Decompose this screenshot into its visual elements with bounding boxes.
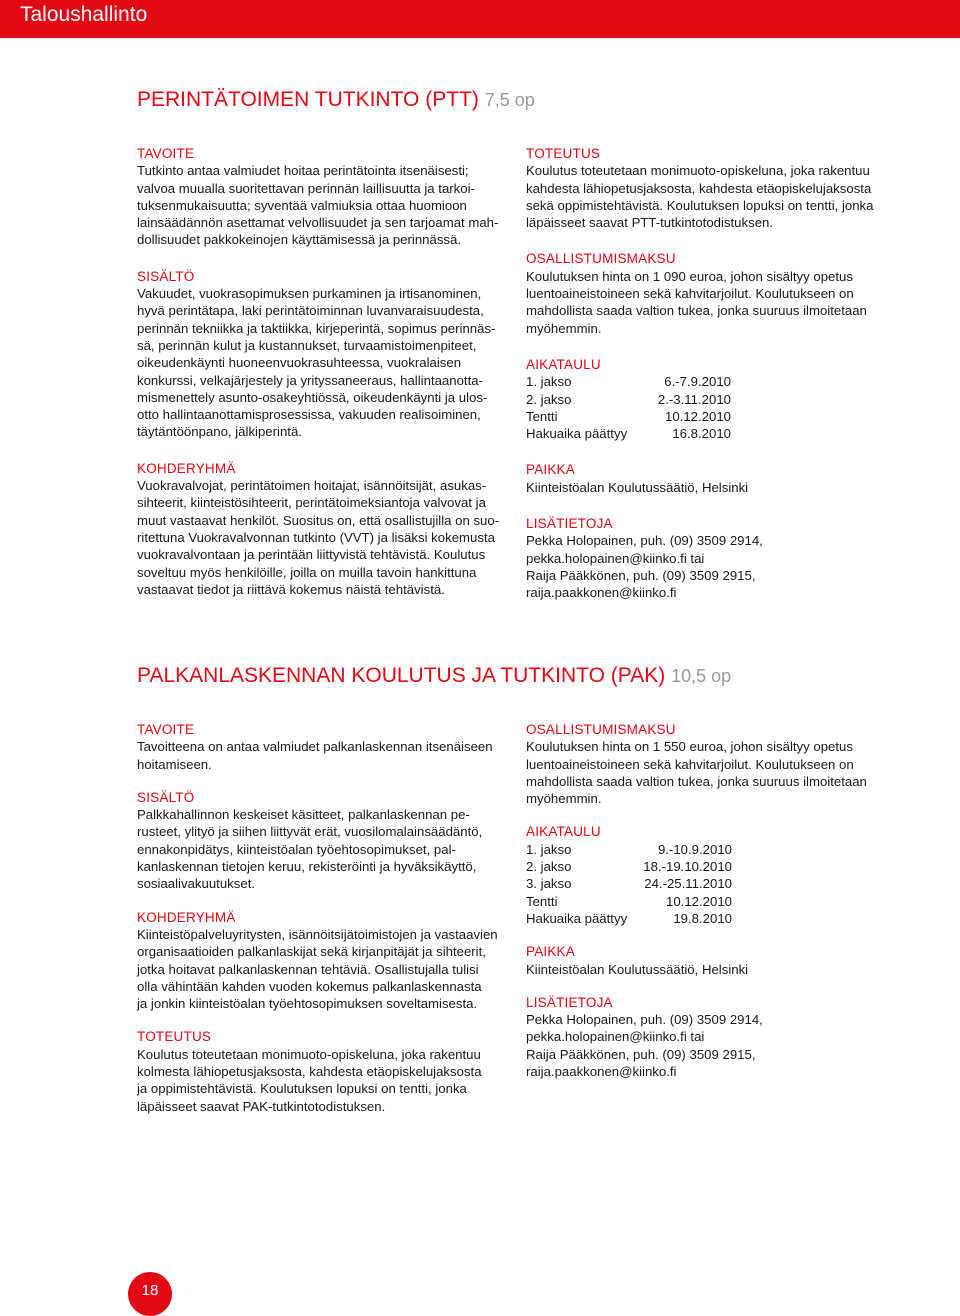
- header-title: Taloushallinto: [20, 3, 148, 26]
- text-line: Palkkahallinnon keskeiset käsitteet, palkanlaskennan pe-: [137, 807, 470, 823]
- pak-paikka-heading: PAIKKA: [526, 944, 575, 960]
- pak-kohderyhma-text: [137, 926, 507, 1012]
- text-line: hyvä perintätapa, laki perintätoiminnan luvanvaraisuudesta,: [137, 303, 484, 319]
- text-line: rusteet, ylityö ja siihen liittyvät erät, vuosilomalainsäädäntö,: [137, 824, 483, 840]
- ptt-aikataulu-heading: AIKATAULU: [526, 356, 601, 372]
- page-number: 18: [141, 1282, 159, 1299]
- ptt-left-column: [137, 145, 507, 598]
- ptt-lisatietoja-text: [526, 532, 894, 601]
- ptt-title-text: PERINTÄTOIMEN TUTKINTO (PTT): [137, 88, 479, 111]
- ptt-credits: 7,5 op: [484, 90, 535, 110]
- pak-lisatietoja-heading: LISÄTIETOJA: [526, 994, 613, 1010]
- schedule-row: [526, 893, 894, 910]
- pak-right-column: [526, 721, 894, 1080]
- text-line: sä, perinnän kulut ja kustannukset, turvaamistoimenpiteet,: [137, 337, 477, 353]
- text-line: ja jonkin kiinteistöalan työehtosopimuksen soveltamisesta.: [137, 996, 478, 1012]
- page-number-badge: [128, 1272, 172, 1316]
- ptt-osallistumismaksu-heading: OSALLISTUMISMAKSU: [526, 251, 676, 267]
- text-line: läpäisseet saavat PTT-tutkintotodistuksen.: [526, 215, 774, 231]
- pak-credits: 10,5 op: [671, 666, 732, 686]
- schedule-row: [526, 391, 894, 408]
- text-line: Pekka Holopainen, puh. (09) 3509 2914,: [526, 1012, 763, 1028]
- text-line: muut vastaavat henkilöt. Suositus on, että osallistujilla on suo-: [137, 512, 500, 528]
- header-band: [0, 0, 960, 38]
- text-line: valvoa muualla suoritettavan perinnän laillisuutta ja tarkoi-: [137, 180, 475, 196]
- ptt-paikka-heading: PAIKKA: [526, 462, 575, 478]
- text-line: kanlaskennan tietojen keruu, rekisteröinti ja hyväksikäyttö,: [137, 859, 477, 875]
- pak-paikka-text: Kiinteistöalan Koulutussäätiö, Helsinki: [526, 961, 749, 977]
- text-line: sekä oppimistehtävistä. Koulutuksen lopuksi on tentti, jonka: [526, 197, 874, 213]
- schedule-date: 18.-19.10.2010: [643, 859, 732, 875]
- text-line: mahdollista saada valtion tukea, jonka suuruus ilmoitetaan: [526, 303, 867, 319]
- pak-osallistumismaksu-text: [526, 738, 894, 807]
- text-line: Pekka Holopainen, puh. (09) 3509 2914,: [526, 533, 763, 549]
- ptt-title: [137, 88, 535, 112]
- email-link[interactable]: raija.paakkonen@kiinko.fi: [526, 585, 677, 601]
- email-link[interactable]: raija.paakkonen@kiinko.fi: [526, 1064, 677, 1080]
- text-line: sihteerit, kiinteistösihteerit, perintätoimeksiantoja valvovat ja: [137, 495, 486, 511]
- schedule-date: 6.-7.9.2010: [664, 374, 731, 390]
- text-line: läpäisseet saavat PAK-tutkintotodistuksen.: [137, 1098, 386, 1114]
- text-line: lainsäädännön asettamat velvollisuudet ja sen tarjoamat mah-: [137, 215, 499, 231]
- ptt-lisatietoja-heading: LISÄTIETOJA: [526, 516, 613, 532]
- text-line: kahdesta lähiopetusjaksosta, kahdesta etäopiskelujaksosta: [526, 180, 872, 196]
- text-line: Koulutuksen hinta on 1 550 euroa, johon sisältyy opetus: [526, 739, 853, 755]
- schedule-date: 24.-25.11.2010: [644, 876, 732, 892]
- pak-lisatietoja-text: [526, 1011, 894, 1080]
- pak-tavoite-heading: TAVOITE: [137, 722, 195, 737]
- schedule-row: [526, 373, 894, 390]
- ptt-kohderyhma-text: [137, 477, 507, 598]
- schedule-date: 16.8.2010: [672, 426, 731, 442]
- ptt-right-column: [526, 145, 894, 602]
- pak-title-text: PALKANLASKENNAN KOULUTUS JA TUTKINTO (PAK): [137, 664, 666, 687]
- ptt-kohderyhma-heading: KOHDERYHMÄ: [137, 460, 236, 476]
- email-link[interactable]: pekka.holopainen@kiinko.fi tai: [526, 1029, 705, 1045]
- email-link[interactable]: pekka.holopainen@kiinko.fi tai: [526, 550, 705, 566]
- pak-osallistumismaksu-heading: OSALLISTUMISMAKSU: [526, 722, 676, 737]
- text-line: ja oppimistehtävistä. Koulutuksen lopuksi on tentti, jonka: [137, 1081, 467, 1097]
- text-line: ennakonpidätys, kiinteistöalan työehtosopimukset, pal-: [137, 841, 456, 857]
- ptt-toteutus-heading: TOTEUTUS: [526, 146, 601, 161]
- text-line: hoitamiseen.: [137, 756, 212, 772]
- text-line: sosiaalivakuutukset.: [137, 876, 256, 892]
- ptt-schedule: [526, 373, 894, 442]
- schedule-row: [526, 408, 894, 425]
- schedule-label: 2. jakso: [526, 391, 572, 407]
- text-line: soveltuu myös henkilöille, joilla on muilla tavoin hankittuna: [137, 564, 477, 580]
- pak-left-column: [137, 721, 507, 1115]
- text-line: mismenettely asunto-osakeyhtiössä, oikeudenkäynti ja ulos-: [137, 389, 488, 405]
- text-line: vastaavat tiedot ja riittävä kokemus näistä tehtävistä.: [137, 581, 445, 597]
- text-line: Koulutus toteutetaan monimuoto-opiskeluna, joka rakentuu: [137, 1046, 481, 1062]
- text-line: tuksenmukaisuutta; syventää valmiuksia ottaa huomioon: [137, 197, 467, 213]
- ptt-tavoite-text: [137, 162, 507, 248]
- schedule-row: [526, 910, 894, 927]
- schedule-date: 10.12.2010: [665, 893, 732, 909]
- schedule-row: [526, 858, 894, 875]
- text-line: Raija Pääkkönen, puh. (09) 3509 2915,: [526, 567, 756, 583]
- schedule-label: Tentti: [526, 408, 558, 424]
- schedule-row: [526, 841, 894, 858]
- pak-sisalto-text: [137, 806, 507, 892]
- pak-sisalto-heading: SISÄLTÖ: [137, 789, 195, 805]
- text-line: myöhemmin.: [526, 320, 602, 336]
- pak-tavoite-text: [137, 738, 507, 773]
- pak-schedule: [526, 841, 894, 927]
- schedule-label: Tentti: [526, 893, 558, 909]
- text-line: jotka hoitavat palkanlaskennan tehtäviä. Osallistujalla tulisi: [137, 961, 479, 977]
- text-line: Koulutuksen hinta on 1 090 euroa, johon sisältyy opetus: [526, 268, 853, 284]
- ptt-toteutus-text: [526, 162, 894, 231]
- text-line: Tavoitteena on antaa valmiudet palkanlaskennan itsenäiseen: [137, 739, 493, 755]
- schedule-label: Hakuaika päättyy: [526, 426, 628, 442]
- schedule-row: [526, 875, 894, 892]
- text-line: luentoaineistoineen sekä kahvitarjoilut. Koulutukseen on: [526, 756, 854, 772]
- text-line: Tutkinto antaa valmiudet hoitaa perintätointa itsenäisesti;: [137, 163, 469, 179]
- schedule-label: 2. jakso: [526, 859, 572, 875]
- text-line: ritettuna Vuokravalvonnan tutkinto (VVT) ja lisäksi kokemusta: [137, 529, 495, 545]
- text-line: Koulutus toteutetaan monimuoto-opiskeluna, joka rakentuu: [526, 163, 870, 179]
- ptt-paikka-text: Kiinteistöalan Koulutussäätiö, Helsinki: [526, 479, 749, 495]
- pak-kohderyhma-heading: KOHDERYHMÄ: [137, 909, 236, 925]
- ptt-sisalto-text: [137, 285, 507, 441]
- text-line: kolmesta lähiopetusjaksosta, kahdesta etäopiskelujaksosta: [137, 1064, 482, 1080]
- text-line: organisaatioiden palkanlaskijat sekä kirjanpitäjät ja sihteerit,: [137, 944, 486, 960]
- schedule-date: 2.-3.11.2010: [657, 391, 731, 407]
- pak-toteutus-text: [137, 1046, 507, 1115]
- ptt-sisalto-heading: SISÄLTÖ: [137, 268, 195, 284]
- ptt-osallistumismaksu-text: [526, 268, 894, 337]
- text-line: Vuokravalvojat, perintätoimen hoitajat, isännöitsijät, asukas-: [137, 478, 487, 494]
- schedule-label: Hakuaika päättyy: [526, 910, 628, 926]
- schedule-label: 1. jakso: [526, 374, 572, 390]
- schedule-date: 10.12.2010: [664, 408, 731, 424]
- text-line: olla vähintään kahden vuoden kokemus palkanlaskennasta: [137, 978, 482, 994]
- text-line: vuokravalvontaan ja perintään liittyvistä tehtävistä. Koulutus: [137, 547, 486, 563]
- pak-aikataulu-heading: AIKATAULU: [526, 824, 601, 840]
- schedule-label: 1. jakso: [526, 841, 572, 857]
- text-line: oikeudenkäynti huoneenvuokrasuhteessa, vuokralaisen: [137, 355, 462, 371]
- text-line: Kiinteistöpalveluyritysten, isännöitsijätoimistojen ja vastaavien: [137, 926, 498, 942]
- text-line: luentoaineistoineen sekä kahvitarjoilut. Koulutukseen on: [526, 286, 854, 302]
- text-line: mahdollista saada valtion tukea, jonka suuruus ilmoitetaan: [526, 773, 867, 789]
- text-line: perinnän tekniikka ja taktiikka, kirjeperintä, sopimus perinnäs-: [137, 320, 496, 336]
- text-line: konkurssi, velkajärjestely ja yrityssaneeraus, hallintaanotta-: [137, 372, 483, 388]
- schedule-row: [526, 425, 894, 442]
- text-line: Raija Pääkkönen, puh. (09) 3509 2915,: [526, 1046, 756, 1062]
- text-line: myöhemmin.: [526, 791, 602, 807]
- text-line: otto hallintaanottamisprosessissa, vakuuden realisoiminen,: [137, 407, 481, 423]
- text-line: täytäntöönpano, jälkiperintä.: [137, 424, 302, 440]
- ptt-tavoite-heading: TAVOITE: [137, 146, 195, 161]
- pak-title: [137, 664, 731, 688]
- text-line: Vakuudet, vuokrasopimuksen purkaminen ja irtisanominen,: [137, 286, 482, 302]
- schedule-label: 3. jakso: [526, 876, 572, 892]
- pak-toteutus-heading: TOTEUTUS: [137, 1029, 212, 1045]
- schedule-date: 19.8.2010: [673, 910, 732, 926]
- schedule-date: 9.-10.9.2010: [657, 841, 732, 857]
- text-line: dollisuudet pakkokeinojen käyttämisessä ja perinnässä.: [137, 232, 462, 248]
